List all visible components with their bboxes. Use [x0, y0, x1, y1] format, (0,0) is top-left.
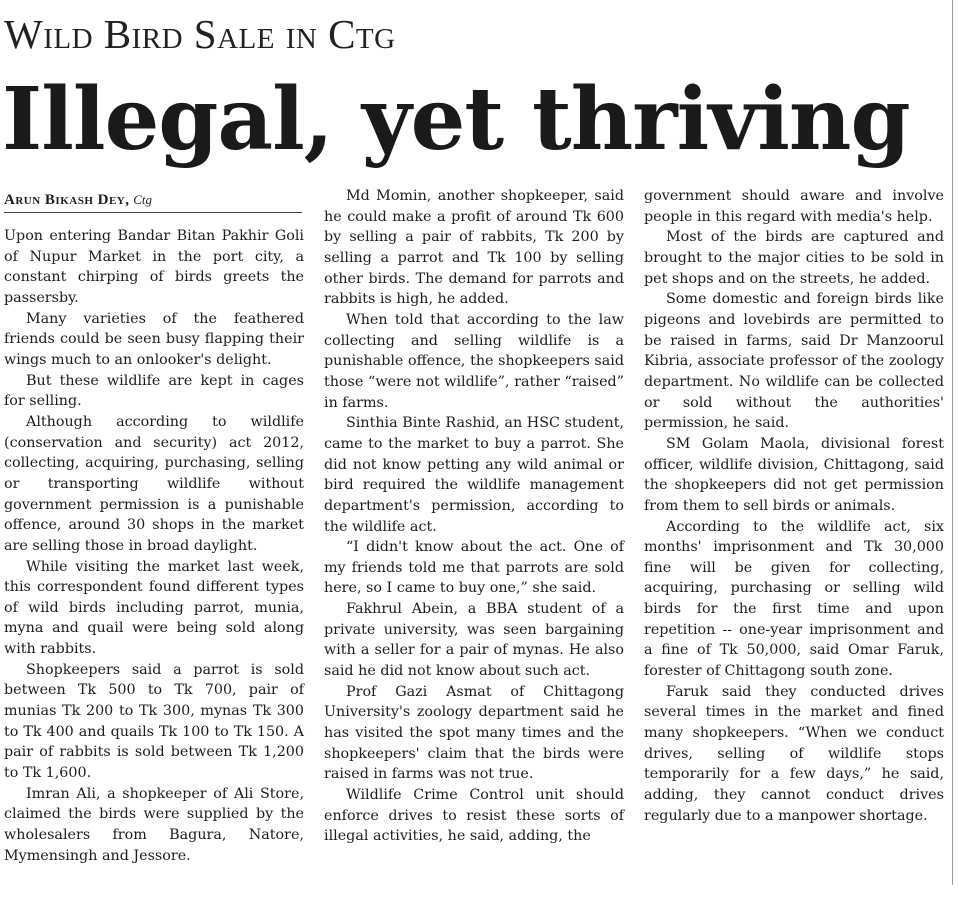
article-headline: Illegal, yet thriving — [2, 69, 910, 170]
paragraph: According to the wildlife act, six months' imprisonment and Tk 30,000 fine will be given for collecting, acquiring, purchasing or selling wild birds for the first time and upon repetition -- one-year imprisonment and a fine of Tk 50,000, said Omar Faruk, forester of Chittagong south zone. — [644, 518, 944, 680]
paragraph: Most of the birds are captured and brought to the major cities to be sold in pet shops and on the streets, he added. — [644, 229, 944, 287]
paragraph: But these wildlife are kept in cages for selling. — [4, 372, 304, 410]
paragraph: Md Momin, another shopkeeper, said he could make a profit of around Tk 600 by selling a pair of rabbits, Tk 200 by selling a parrot and Tk 100 by selling other birds. The demand for parrots and rabbits is high, he added. — [324, 188, 624, 308]
paragraph: Upon entering Bandar Bitan Pakhir Goli of Nupur Market in the port city, a constant chirping of birds greets the passersby. — [4, 228, 304, 306]
byline — [4, 190, 302, 213]
paragraph: government should aware and involve people in this regard with media's help. — [644, 188, 944, 225]
paragraph: While visiting the market last week, this correspondent found different types of wild birds including parrot, munia, myna and quail were being sold along with rabbits. — [4, 558, 304, 658]
paragraph: Shopkeepers said a parrot is sold between Tk 500 to Tk 700, pair of munias Tk 200 to Tk 300, mynas Tk 300 to Tk 400 and quails Tk 100 to Tk 150. A pair of rabbits is sold between Tk 1,200 to Tk 1,600. — [4, 661, 304, 782]
paragraph: “I didn't know about the act. One of my friends told me that parrots are sold here, so I came to buy one,” she said. — [324, 539, 624, 597]
paragraph: Many varieties of the feathered friends could be seen busy flapping their wings much to an onlooker's delight. — [4, 310, 304, 368]
paragraph: Imran Ali, a shopkeeper of Ali Store, claimed the birds were supplied by the wholesalers from Bagura, Natore, Mymensingh and Jessore. — [4, 785, 304, 864]
byline-author: Arun Bikash Dey, — [4, 192, 130, 208]
paragraph: Prof Gazi Asmat of Chittagong University's zoology department said he has visited the spot many times and the shopkeepers' claim that the birds were raised in farms was not true. — [324, 683, 624, 783]
article-column-1 — [4, 226, 304, 866]
paragraph: Faruk said they conducted drives several times in the market and fined many shopkeepers. “When we conduct drives, selling of wildlife stops temporarily for a few days,” he said, adding, they cannot conduct drives regularly due to a manpower shortage. — [644, 683, 944, 824]
paragraph: Although according to wildlife (conservation and security) act 2012, collecting, acquiring, purchasing, selling or transporting wildlife without government permission is a punishable offence, around 30 shops in the market are selling those in broad daylight. — [4, 413, 304, 554]
paragraph: When told that according to the law collecting and selling wildlife is a punishable offence, the shopkeepers said those “were not wildlife”, rather “raised” in farms. — [324, 311, 624, 411]
paragraph: SM Golam Maola, divisional forest officer, wildlife division, Chittagong, said the shopkeepers did not get permission from them to sell birds or animals. — [644, 435, 944, 514]
article-column-2 — [324, 186, 624, 847]
article-kicker: Wild Bird Sale in Ctg — [4, 11, 396, 57]
byline-location: Ctg — [133, 192, 153, 207]
article-column-3 — [644, 186, 944, 826]
paragraph: Some domestic and foreign birds like pigeons and lovebirds are permitted to be raised in farms, said Dr Manzoorul Kibria, associate professor of the zoology department. No wildlife can be collected or sold without the authorities' permission, he said. — [644, 291, 944, 432]
paragraph: Fakhrul Abein, a BBA student of a private university, was seen bargaining with a seller for a pair of mynas. He also said he did not know about such act. — [324, 601, 624, 680]
paragraph: Wildlife Crime Control unit should enforce drives to resist these sorts of illegal activities, he said, adding, the — [324, 787, 624, 845]
page-edge-rule — [952, 0, 953, 885]
paragraph: Sinthia Binte Rashid, an HSC student, came to the market to buy a parrot. She did not know petting any wild animal or bird required the wildlife management department's permission, according to the wildlife act. — [324, 415, 624, 535]
